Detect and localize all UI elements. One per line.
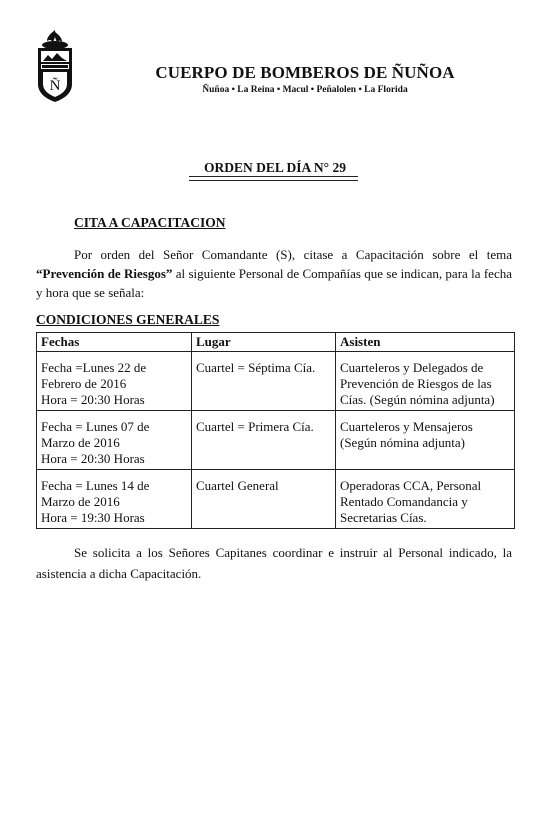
column-header-fechas: Fechas (37, 333, 192, 352)
conditions-title: CONDICIONES GENERALES (36, 312, 220, 327)
table-row (37, 470, 515, 529)
cell-lugar: Cuartel General (192, 470, 336, 529)
cell-lugar: Cuartel = Primera Cía. (192, 411, 336, 470)
svg-text:Ñ: Ñ (49, 78, 61, 94)
closing-paragraph: Se solicita a los Señores Capitanes coordinar e instruir al Personal indicado, la asistencia a dicha Capacitación. (36, 545, 512, 581)
double-underline-divider (189, 176, 358, 181)
table-row (37, 352, 515, 411)
communes-list: Ñuñoa • La Reina • Macul • Peñalolen • La Florida (202, 85, 408, 95)
organization-name: CUERPO DE BOMBEROS DE ÑUÑOA (155, 63, 455, 82)
cell-asisten: Operadoras CCA, Personal Rentado Comandancia y Secretarias Cías. (336, 470, 515, 529)
section-title: CITA A CAPACITACION (74, 215, 226, 230)
cell-fecha: Fecha = Lunes 07 de Marzo de 2016 Hora = 20:30 Horas (37, 411, 192, 470)
cell-lugar: Cuartel = Séptima Cía. (192, 352, 336, 411)
cell-fecha: Fecha = Lunes 14 de Marzo de 2016 Hora = 19:30 Horas (37, 470, 192, 529)
cell-asisten: Cuarteleros y Mensajeros (Según nómina adjunta) (336, 411, 515, 470)
conditions-table (36, 332, 515, 529)
column-header-lugar: Lugar (192, 333, 336, 352)
cell-fecha: Fecha =Lunes 22 de Febrero de 2016 Hora = 20:30 Horas (37, 352, 192, 411)
column-header-asisten: Asisten (336, 333, 515, 352)
order-title: ORDEN DEL DÍA N° 29 (204, 160, 346, 175)
topic-name: “Prevención de Riesgos” (36, 266, 173, 281)
table-row (37, 411, 515, 470)
intro-paragraph: Por orden del Señor Comandante (S), citase a Capacitación sobre el tema “Prevención de Riesgos” al siguiente Personal de Compañías que se indican, para la fecha y hora que se señala: (36, 247, 512, 300)
table-header-row (37, 333, 515, 352)
cell-asisten: Cuarteleros y Delegados de Prevención de Riesgos de las Cías. (Según nómina adjunta) (336, 352, 515, 411)
